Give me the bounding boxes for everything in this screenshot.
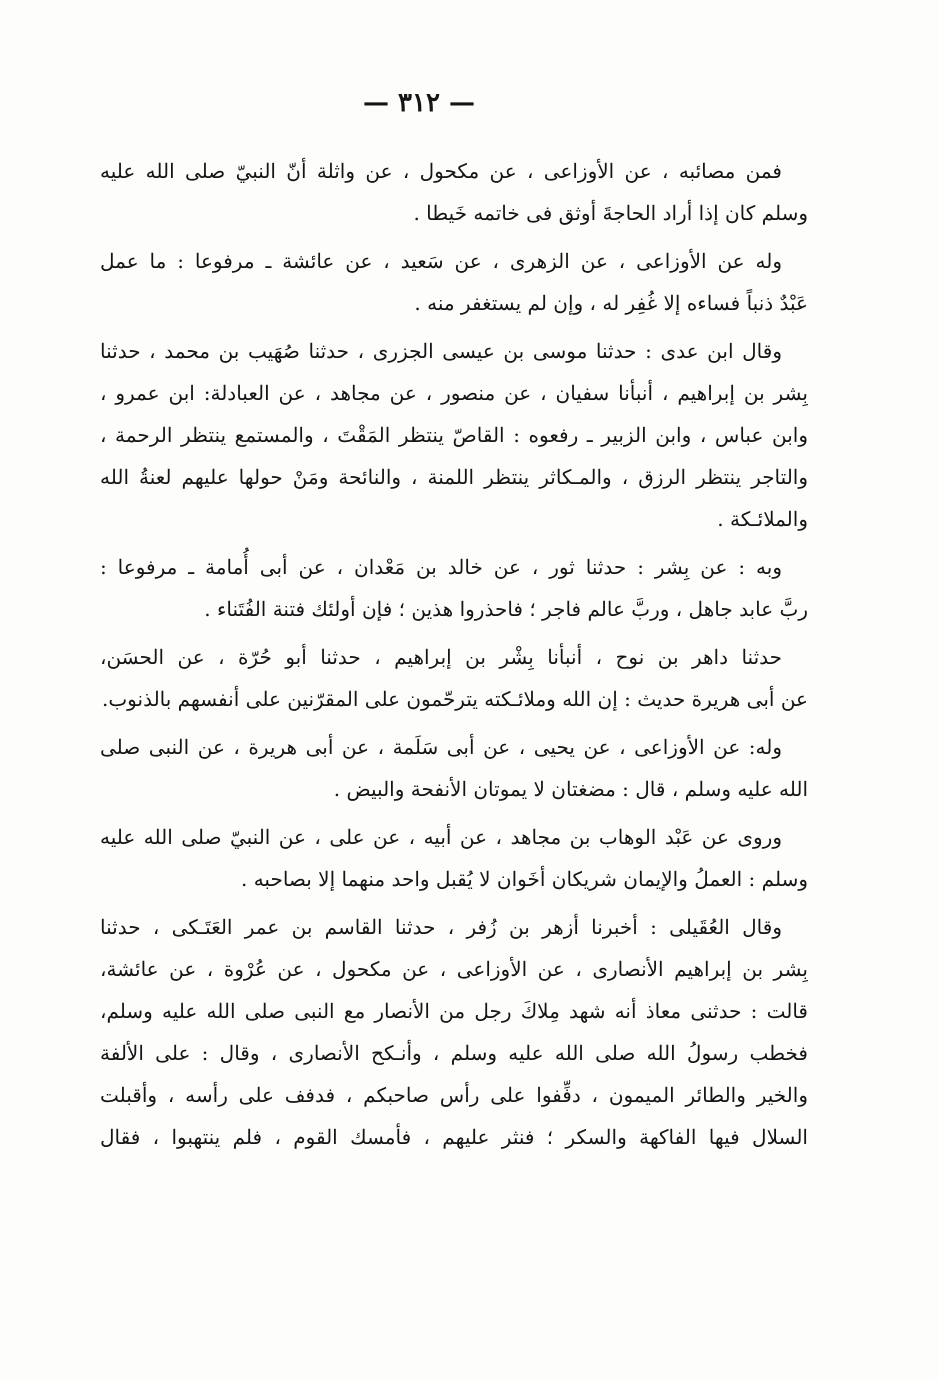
text-line: وقال العُقَيلى : أخبرنا أزهر بن زُفر ، حدثنا القاسم بن عمر العَتَـكى ، حدثنا — [100, 915, 782, 939]
text-line: والملائـكة . — [717, 507, 808, 531]
text-line: وروى عن عَبْد الوهاب بن مجاهد ، عن أبيه ، عن على ، عن النبيّ صلى الله عليه — [100, 825, 782, 849]
text-line: وبه : عن بِشر : حدثنا ثور ، عن خالد بن مَعْدان ، عن أبى أُمامة ـ مرفوعا : — [100, 555, 782, 579]
text-line: السلال فيها الفاكهة والسكر ؛ فنثر عليهم ، فأمسك القوم ، فلم ينتهبوا ، فقال — [100, 1125, 808, 1149]
text-line: بِشر بن إبراهيم الأنصارى ، عن الأوزاعى ، عن مكحول ، عن عُرْوة ، عن عائشة، — [100, 957, 808, 981]
paragraph — [100, 240, 808, 324]
page-number: — ٣١٢ — — [362, 88, 476, 118]
text-line: ربَّ عابد جاهل ، وربَّ عالم فاجر ؛ فاحذروا هذين ؛ فإن أولئك فتنة الفُتَناء . — [204, 597, 808, 621]
text-line: حدثنا داهر بن نوح ، أنبأنا بِشْر بن إبراهيم ، حدثنا أبو حُرّة ، عن الحسَن، — [100, 645, 782, 669]
paragraph — [100, 726, 808, 810]
paragraph — [100, 906, 808, 1158]
text-line: وسلم كان إذا أراد الحاجةَ أوثق فى خاتمه خَيطا . — [413, 201, 808, 225]
text-line: والتاجر ينتظر الرزق ، والمـكاثر ينتظر اللمنة ، والنائحة ومَنْ حولها عليهم لعنةُ الله — [100, 465, 808, 489]
text-line: عن أبى هريرة حديث : إن الله وملائـكته يترحّمون على المقرّنين على أنفسهم بالذنوب. — [101, 687, 808, 711]
text-line: عَبْدٌ ذنباً فساءه إلا غُفِر له ، وإن لم يستغفر منه . — [414, 291, 808, 315]
text-line: فخطب رسولُ الله صلى الله عليه وسلم ، وأنـكح الأنصارى ، وقال : على الألفة — [100, 1041, 808, 1065]
body-text — [100, 150, 808, 1164]
text-line: وله عن الأوزاعى ، عن الزهرى ، عن سَعيد ، عن عائشة ـ مرفوعا : ما عمل — [100, 249, 782, 273]
paragraph — [100, 330, 808, 540]
text-line: وله: عن الأوزاعى ، عن يحيى ، عن أبى سَلَمة ، عن أبى هريرة ، عن النبى صلى — [100, 735, 782, 759]
text-line: فمن مصائبه ، عن الأوزاعى ، عن مكحول ، عن واثلة أنّ النبيّ صلى الله عليه — [100, 159, 782, 183]
paragraph — [100, 150, 808, 234]
paragraph — [100, 546, 808, 630]
text-line: بِشر بن إبراهيم ، أنبأنا سفيان ، عن منصور ، عن مجاهد ، عن العبادلة: ابن عمرو ، — [100, 381, 808, 405]
text-line: الله عليه وسلم ، قال : مضغتان لا يموتان الأنفحة والبيض . — [333, 777, 808, 801]
text-line: وقال ابن عدى : حدثنا موسى بن عيسى الجزرى ، حدثنا صُهَيب بن محمد ، حدثنا — [100, 339, 782, 363]
text-line: قالت : حدثنى معاذ أنه شهد مِلاكَ رجل من الأنصار مع النبى صلى الله عليه وسلم، — [100, 999, 808, 1023]
paragraph — [100, 816, 808, 900]
paragraph — [100, 636, 808, 720]
text-line: وسلم : العملُ والإيمان شريكان أخَوان لا يُقبل واحد منهما إلا بصاحبه . — [240, 867, 808, 891]
text-line: والخير والطائر الميمون ، دفِّفوا على رأس صاحبكم ، فدفف على رأسه ، وأقبلت — [100, 1083, 808, 1107]
text-line: وابن عباس ، وابن الزبير ـ رفعوه : القاصّ ينتظر المَقْتَ ، والمستمع ينتظر الرحمة ، — [100, 423, 808, 447]
